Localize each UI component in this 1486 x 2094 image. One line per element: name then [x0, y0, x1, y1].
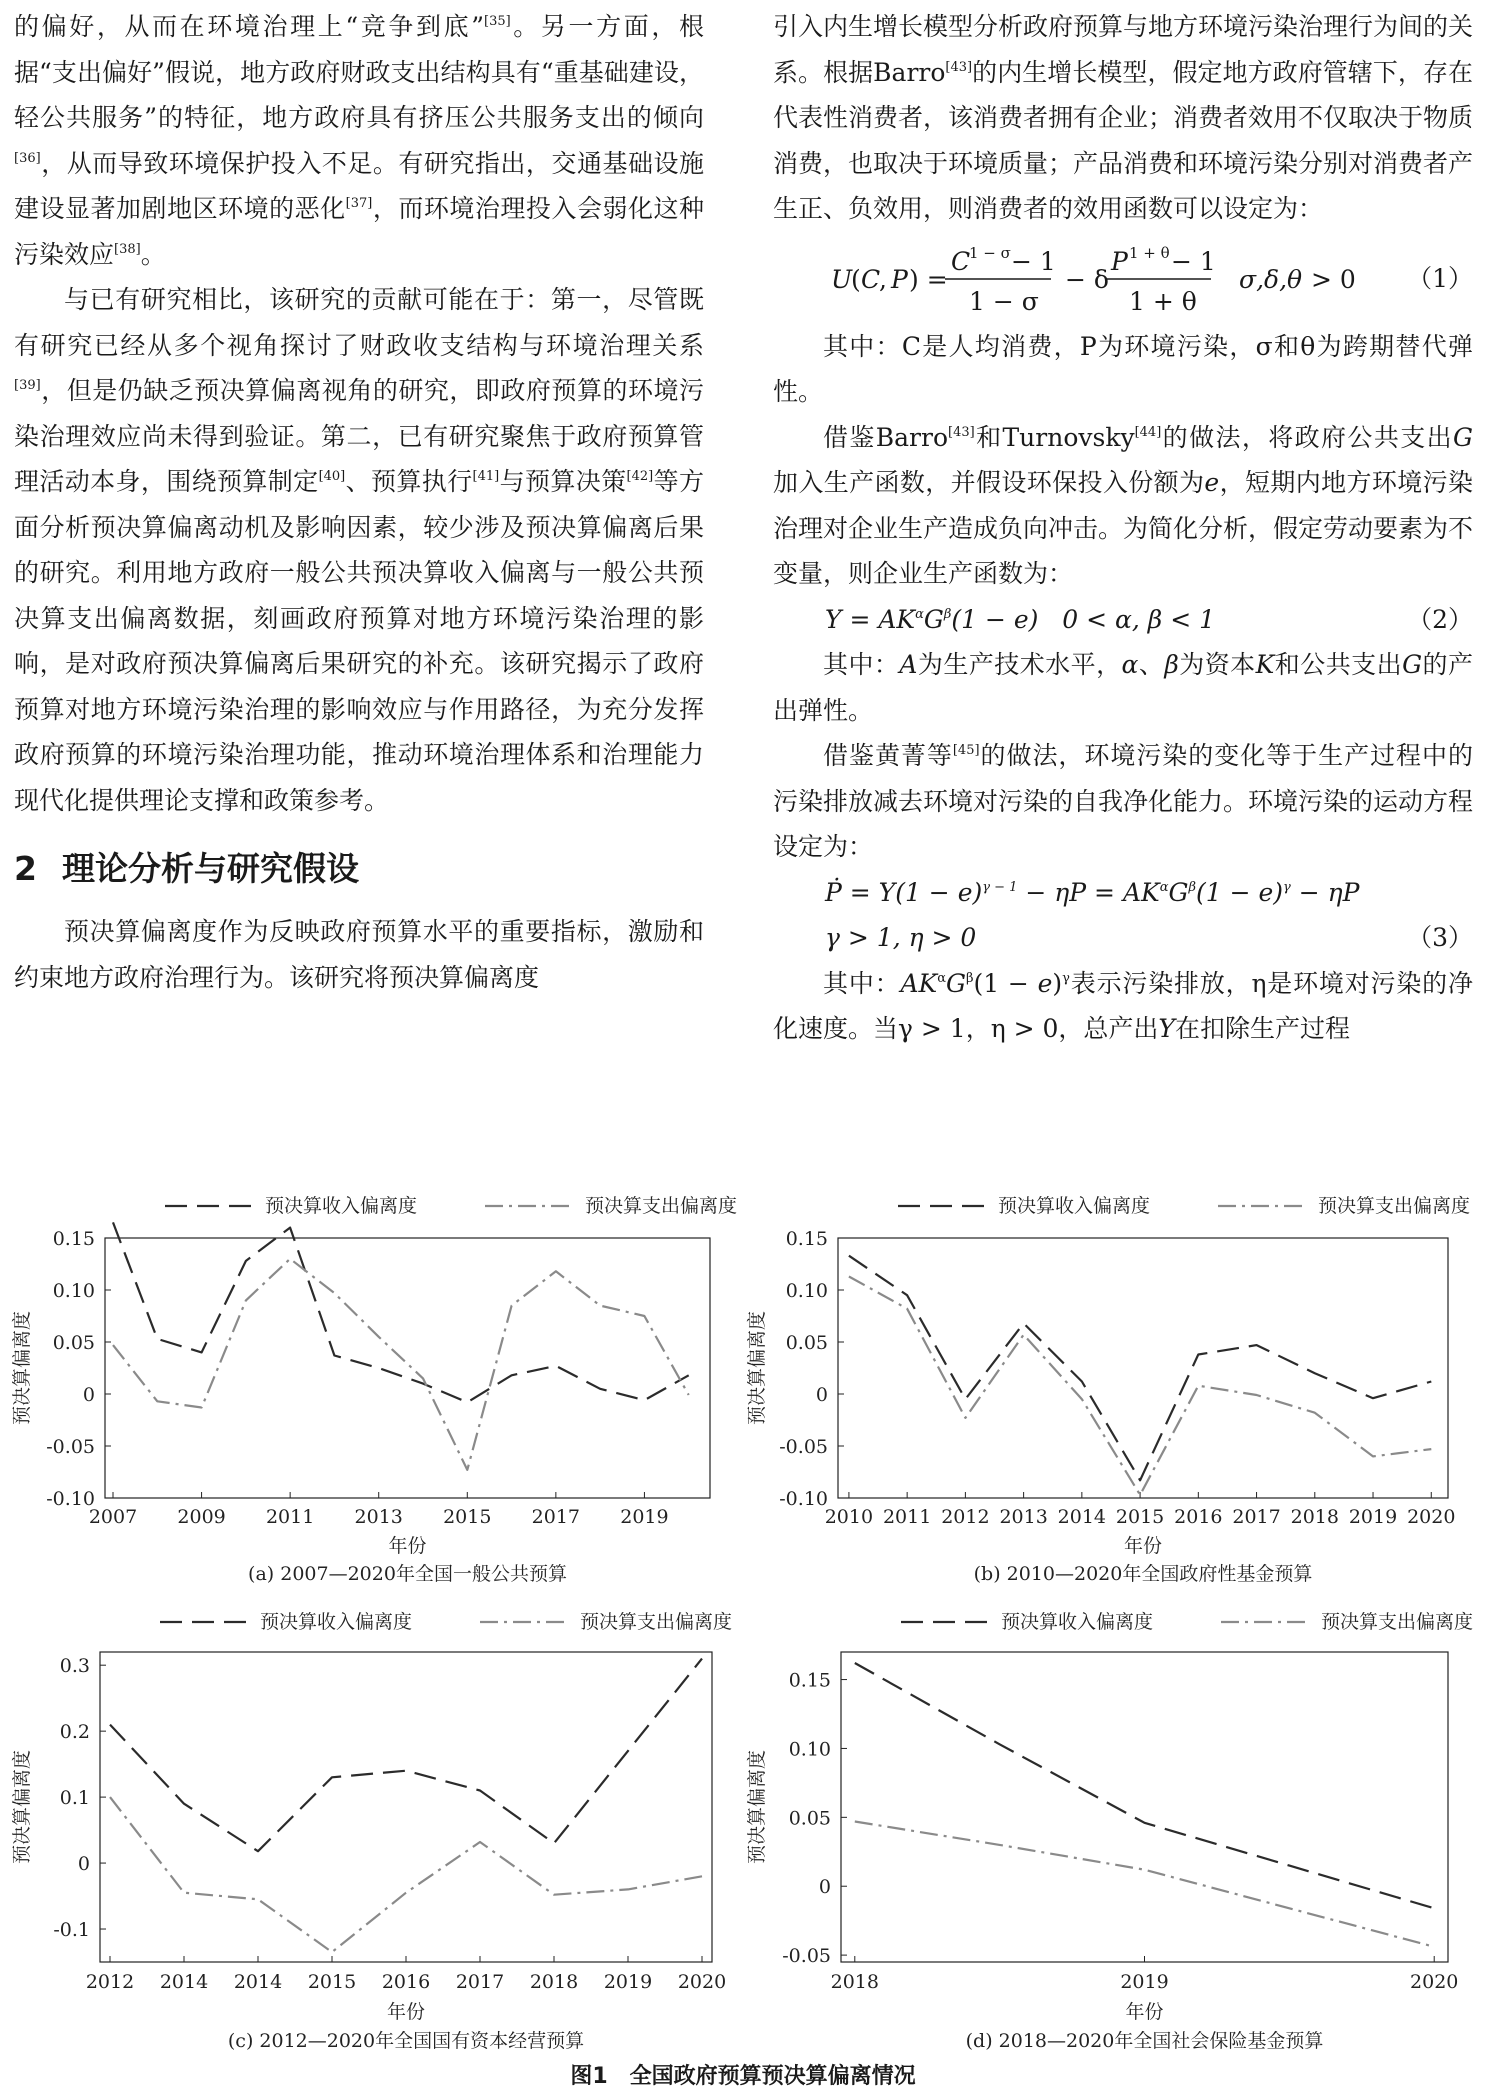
x-tick-label: 2015 [307, 1971, 357, 1993]
figure-1 [0, 1190, 1486, 2094]
svg-text:1 − σ: 1 − σ [969, 243, 1011, 262]
svg-text:1 + θ: 1 + θ [1129, 243, 1170, 262]
svg-text:− δ: − δ [1065, 264, 1109, 294]
equation-2 [773, 597, 1473, 643]
left-column [14, 4, 704, 1000]
x-axis-label: 年份 [1123, 1535, 1163, 1557]
svg-text:,: , [879, 264, 887, 294]
svg-text:C: C [861, 264, 881, 294]
x-tick-label: 2020 [1410, 1971, 1459, 1993]
y-axis-label: 预决算偏离度 [746, 1749, 768, 1865]
y-tick-label: 0.10 [785, 1280, 828, 1302]
legend [165, 1195, 737, 1217]
x-tick-label: 2014 [1057, 1506, 1107, 1528]
series-line-income [855, 1663, 1434, 1908]
x-tick-label: 2012 [85, 1971, 135, 1993]
chart-b [743, 1190, 1486, 1590]
panel-caption: (c) 2012—2020年全国国有资本经营预算 [227, 2030, 585, 2050]
right-paragraph-2: 其中：C是人均消费，P为环境污染，σ和θ为跨期替代弹性。 [773, 331, 1473, 406]
series-line-expense [855, 1822, 1434, 1947]
series-line-income [113, 1222, 689, 1402]
svg-text:> 0: > 0 [1311, 264, 1356, 294]
legend-label-income: 预决算收入偏离度 [260, 1611, 413, 1633]
legend-label-expense: 预决算支出偏离度 [1321, 1611, 1474, 1633]
y-tick-label: 0 [82, 1384, 95, 1406]
x-tick-label: 2020 [677, 1971, 727, 1993]
right-paragraph-5: 借鉴黄菁等[45]的做法，环境污染的变化等于生产过程中的污染排放减去环境对污染的自我净化能力。环境污染的运动方程设定为： [773, 741, 1474, 861]
x-tick-label: 2018 [1290, 1506, 1339, 1528]
svg-text:(: ( [851, 264, 861, 294]
svg-text:P: P [1111, 246, 1128, 276]
equation-2-body: $Y = AK^\alpha G^\beta(1 - e) 0 < \alpha$, β < 1 [825, 604, 1215, 634]
equation-3-line-1 [773, 870, 1473, 916]
equation-1-number: （1） [1407, 263, 1473, 293]
equation-3-line-2 [773, 915, 1473, 961]
x-tick-label: 2014 [233, 1971, 283, 1993]
section-title: 理论分析与研究假设 [62, 849, 359, 888]
y-tick-label: 0 [77, 1853, 90, 1876]
x-tick-label: 2016 [1174, 1506, 1223, 1528]
x-tick-label: 2015 [443, 1506, 492, 1528]
x-tick-label: 2018 [830, 1971, 879, 1993]
x-axis-label: 年份 [386, 2001, 426, 2023]
y-tick-label: -0.10 [779, 1488, 828, 1510]
y-axis-label: 预决算偏离度 [11, 1749, 33, 1865]
svg-text:P: P [891, 264, 908, 294]
x-tick-label: 2020 [1407, 1506, 1456, 1528]
equation-3-condition: γ > 1, η > 0 [825, 923, 977, 952]
x-tick-label: 2018 [529, 1971, 579, 1993]
y-tick-label: -0.10 [46, 1488, 95, 1510]
svg-text:− 1: − 1 [1011, 246, 1056, 276]
x-tick-label: 2017 [1232, 1506, 1281, 1528]
x-tick-label: 2017 [531, 1506, 581, 1528]
left-paragraph-2: 与已有研究相比，该研究的贡献可能在于：第一，尽管既有研究已经从多个视角探讨了财政收支结构与环境治理关系[39]，但是仍缺乏预决算偏离视角的研究，即政府预算的环境污染治理效应尚未得到验证。第二，已有研究聚焦于政府预算管理活动本身，围绕预算制定[40]、预算执行[41]与预算决策[42]等方面分析预决算偏离动机及影响因素，较少涉及预决算偏离后果的研究。利用地方政府一般公共预决算收入偏离与一般公共预决算支出偏离数据，刻画政府预算对地方环境污染治理的影响，是对政府预决算偏离后果研究的补充。该研究揭示了政府预算对地方环境污染治理的影响效应与作用路径，为充分发挥政府预算的环境污染治理功能，推动环境治理体系和治理能力现代化提供理论支撑和政策参考。 [14, 285, 704, 815]
y-tick-label: 0.05 [52, 1332, 95, 1354]
equation-1-graphic [773, 232, 1473, 324]
right-paragraph-1: 引入内生增长模型分析政府预算与地方环境污染治理行为间的关系。根据Barro[43]的内生增长模型，假定地方政府管辖下，存在代表性消费者，该消费者拥有企业；消费者效用不仅取决于物质消费，也取决于环境质量；产品消费和环境污染分别对消费者产生正、负效用，则消费者的效用函数可以设定为： [773, 12, 1474, 223]
y-tick-label: 0.15 [52, 1228, 95, 1250]
panel-caption: (b) 2010—2020年全国政府性基金预算 [973, 1563, 1313, 1585]
series-line-income [849, 1256, 1431, 1481]
x-tick-label: 2019 [1120, 1971, 1169, 1993]
legend [898, 1195, 1470, 1217]
panel-caption: (d) 2018—2020年全国社会保险基金预算 [965, 2030, 1324, 2050]
x-tick-label: 2015 [1115, 1506, 1165, 1528]
legend-label-income: 预决算收入偏离度 [1001, 1611, 1154, 1633]
x-tick-label: 2007 [88, 1506, 138, 1528]
x-tick-label: 2016 [381, 1971, 431, 1993]
left-paragraph-1: 的偏好，从而在环境治理上“竞争到底”[35]。另一方面，根据“支出偏好”假说，地方政府财政支出结构具有“重基础建设，轻公共服务”的特征，地方政府具有挤压公共服务支出的倾向[36]，从而导致环境保护投入不足。有研究指出，交通基础设施建设显著加剧地区环境的恶化[37]，而环境治理投入会弱化这种污染效应[38]。 [14, 12, 704, 269]
x-tick-label: 2019 [603, 1971, 653, 1993]
legend [160, 1611, 732, 1633]
legend-label-income: 预决算收入偏离度 [265, 1195, 418, 1217]
y-tick-label: 0.3 [59, 1655, 90, 1678]
y-tick-label: -0.05 [46, 1436, 95, 1458]
legend-label-expense: 预决算支出偏离度 [580, 1611, 733, 1633]
x-tick-label: 2013 [354, 1506, 403, 1528]
series-line-expense [110, 1797, 702, 1952]
y-tick-label: -0.1 [53, 1919, 90, 1942]
y-tick-label: 0.05 [785, 1332, 828, 1354]
x-tick-label: 2011 [882, 1506, 932, 1528]
x-tick-label: 2013 [999, 1506, 1048, 1528]
x-axis-label: 年份 [388, 1535, 427, 1557]
y-tick-label: 0.15 [785, 1228, 828, 1250]
section-number: 2 [14, 849, 37, 888]
x-axis-label: 年份 [1125, 2001, 1164, 2023]
x-tick-label: 2010 [824, 1506, 874, 1528]
equation-1 [773, 232, 1473, 324]
section-heading [14, 845, 704, 893]
right-paragraph-3: 借鉴Barro[43]和Turnovsky[44]的做法，将政府公共支出G加入生产函数，并假设环保投入份额为e，短期内地方环境污染治理对企业生产造成负向冲击。为简化分析，假定劳动要素为不变量，则企业生产函数为： [773, 422, 1474, 588]
y-tick-label: 0.10 [788, 1738, 831, 1761]
svg-text:− 1: − 1 [1171, 246, 1216, 276]
plot-frame [841, 1652, 1448, 1962]
y-tick-label: 0 [818, 1876, 831, 1899]
x-tick-label: 2011 [265, 1506, 315, 1528]
y-tick-label: 0.2 [59, 1721, 90, 1744]
right-paragraph-4: 其中：A为生产技术水平，α、β为资本K和公共支出G的产出弹性。 [773, 650, 1473, 725]
y-tick-label: 0.1 [59, 1787, 90, 1810]
svg-text:1 + θ: 1 + θ [1129, 286, 1197, 316]
legend-label-expense: 预决算支出偏离度 [1318, 1195, 1471, 1217]
right-paragraph-6: 其中：$AK^\alpha G^\beta(1 - e)^\gamma$表示污染排放，η是环境对污染的净化速度。当γ > 1，η > 0，总产出Y在扣除生产过程 [773, 968, 1473, 1043]
series-line-income [110, 1659, 702, 1852]
x-tick-label: 2014 [159, 1971, 209, 1993]
y-tick-label: -0.05 [782, 1945, 831, 1968]
y-tick-label: -0.05 [779, 1436, 828, 1458]
legend-label-expense: 预决算支出偏离度 [585, 1195, 738, 1217]
y-tick-label: 0 [815, 1384, 828, 1406]
panel-caption: (a) 2007—2020年全国一般公共预算 [248, 1563, 567, 1585]
x-tick-label: 2009 [177, 1506, 226, 1528]
right-column [773, 4, 1473, 1052]
legend [901, 1611, 1473, 1633]
figure-caption: 图1 全国政府预算预决算偏离情况 [570, 2064, 916, 2089]
y-axis-label: 预决算偏离度 [11, 1310, 33, 1426]
plot-frame [100, 1652, 712, 1962]
plot-frame [838, 1238, 1448, 1498]
svg-text:1 − σ: 1 − σ [969, 286, 1039, 316]
y-tick-label: 0.15 [788, 1669, 831, 1692]
left-paragraph-3: 预决算偏离度作为反映政府预算水平的重要指标，激励和约束地方政府治理行为。该研究将预决算偏离度 [14, 917, 704, 992]
legend-label-income: 预决算收入偏离度 [998, 1195, 1151, 1217]
svg-text:U: U [831, 264, 853, 294]
chart-c [0, 1610, 743, 2050]
equation-2-number: （2） [1407, 604, 1473, 634]
equation-3-number: （3） [1407, 923, 1473, 952]
y-axis-label: 预决算偏离度 [746, 1310, 768, 1426]
x-tick-label: 2012 [941, 1506, 990, 1528]
chart-a [0, 1190, 743, 1590]
svg-text:σ,δ,θ: σ,δ,θ [1239, 264, 1303, 294]
series-line-expense [113, 1259, 689, 1470]
y-tick-label: 0.10 [52, 1280, 95, 1302]
svg-text:C: C [951, 246, 971, 276]
equation-3-body: Ṗ = $Y(1 - e)^{\gamma - 1} - \eta P = AK^\alpha G^\beta(1 - e)^\gamma - \eta P$ [825, 877, 1360, 907]
x-tick-label: 2019 [620, 1506, 669, 1528]
y-tick-label: 0.05 [788, 1807, 831, 1830]
plot-frame [105, 1238, 710, 1498]
x-tick-label: 2019 [1348, 1506, 1398, 1528]
chart-d [743, 1610, 1486, 2050]
svg-text:) =: ) = [909, 264, 948, 294]
x-tick-label: 2017 [455, 1971, 505, 1993]
